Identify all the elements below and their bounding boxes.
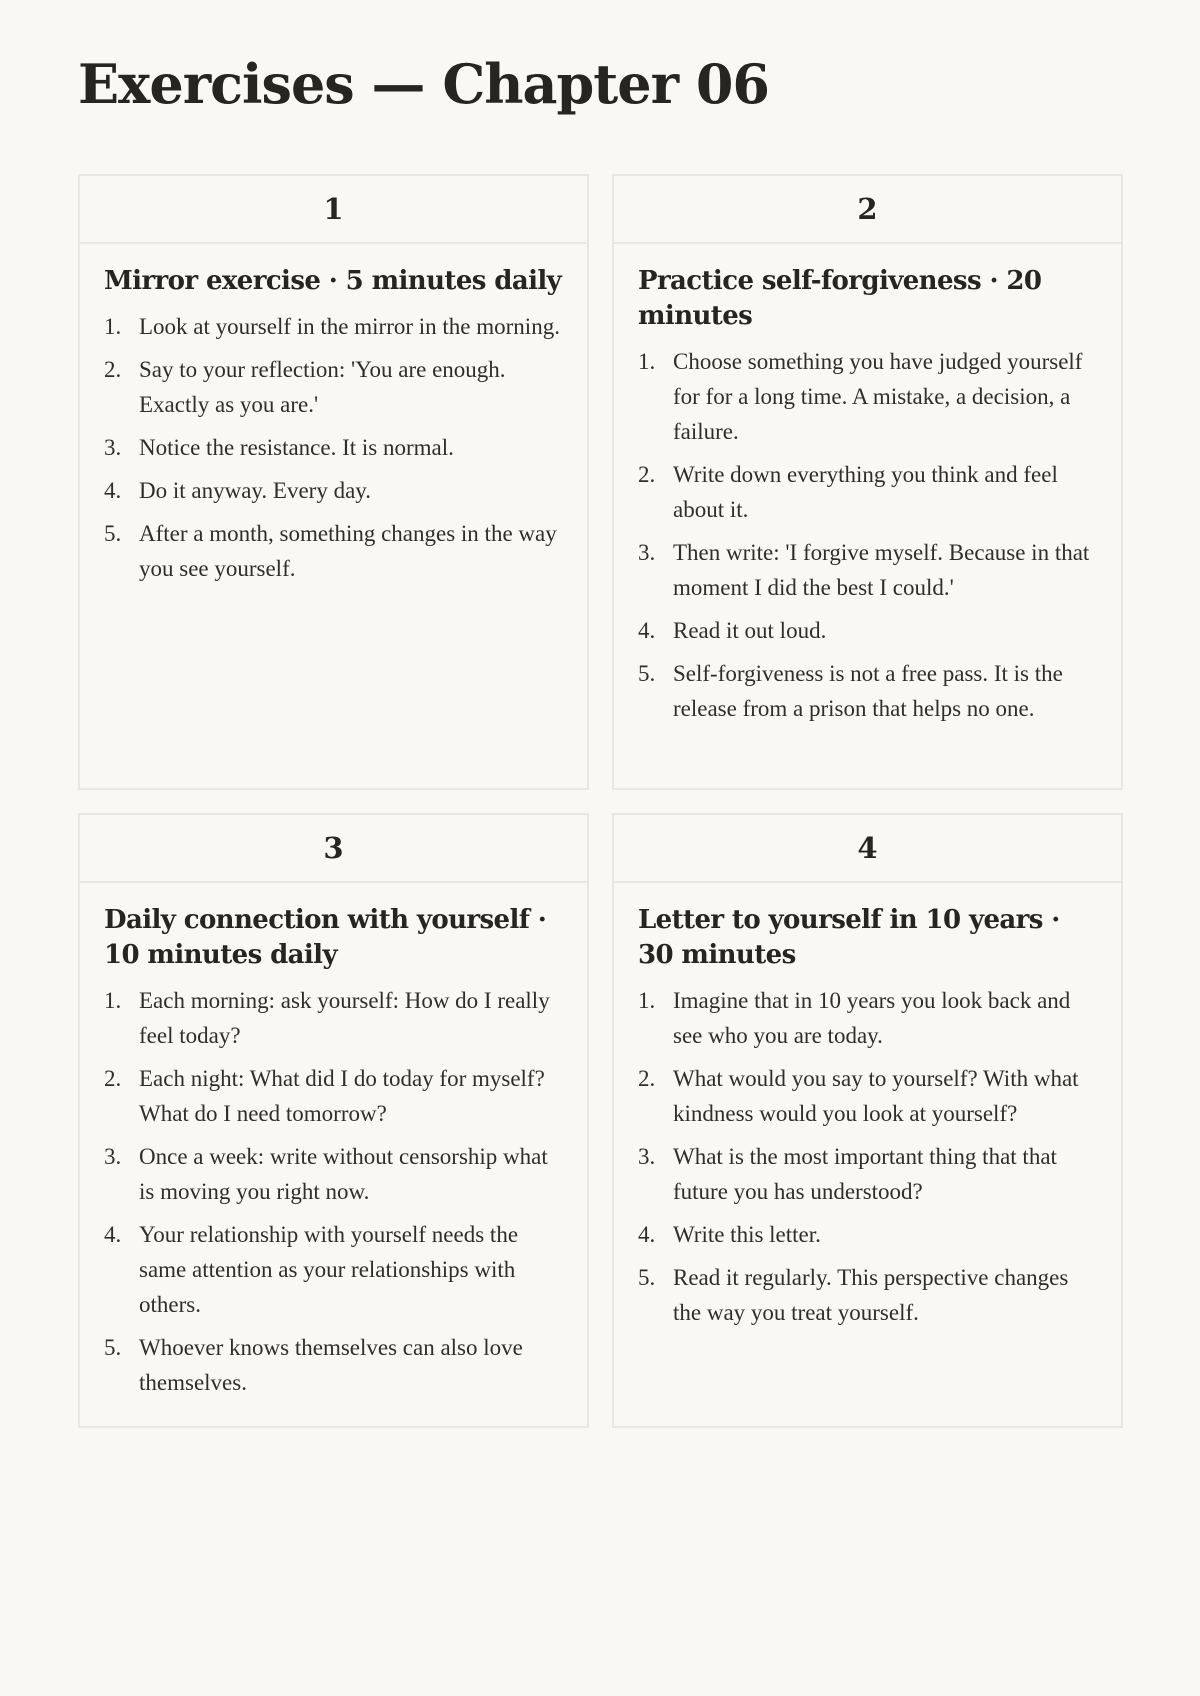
- step-text: Read it out loud.: [673, 618, 827, 643]
- step-number: 3.: [638, 1144, 656, 1169]
- card-number: 1: [80, 176, 587, 244]
- list-item: [104, 1330, 565, 1400]
- step-text: Once a week: write without censorship what is moving you right now.: [139, 1144, 548, 1204]
- step-text: Look at yourself in the mirror in the morning.: [139, 314, 560, 339]
- list-item: [104, 516, 565, 586]
- step-text: Read it regularly. This perspective changes the way you treat yourself.: [673, 1265, 1069, 1325]
- list-item: [638, 344, 1099, 449]
- step-text: Write this letter.: [673, 1222, 821, 1247]
- step-number: 3.: [104, 435, 122, 460]
- list-item: [104, 1139, 565, 1209]
- step-text: Do it anyway. Every day.: [139, 478, 372, 503]
- list-item: [104, 430, 565, 465]
- step-text: Each night: What did I do today for myself? What do I need tomorrow?: [139, 1066, 545, 1126]
- card-title: Letter to yourself in 10 years · 30 minutes: [638, 905, 1060, 970]
- step-list: [104, 983, 565, 1400]
- exercise-card-4: [612, 813, 1123, 1428]
- step-text: Each morning: ask yourself: How do I really feel today?: [139, 988, 550, 1048]
- step-list: [638, 983, 1099, 1330]
- list-item: [104, 983, 565, 1053]
- list-item: [104, 473, 565, 508]
- step-number: 5.: [638, 661, 656, 686]
- card-number: 3: [80, 815, 587, 883]
- list-item: [638, 983, 1099, 1053]
- step-number: 5.: [104, 521, 122, 546]
- exercise-card-2: [612, 174, 1123, 790]
- step-number: 1.: [638, 988, 656, 1013]
- step-text: Imagine that in 10 years you look back and see who you are today.: [673, 988, 1071, 1048]
- step-number: 2.: [638, 1066, 656, 1091]
- step-number: 5.: [638, 1265, 656, 1290]
- step-number: 3.: [638, 540, 656, 565]
- step-number: 4.: [104, 1222, 122, 1247]
- list-item: [104, 1217, 565, 1322]
- step-text: Write down everything you think and feel about it.: [673, 462, 1058, 522]
- exercise-card-1: [78, 174, 589, 790]
- card-title: Mirror exercise · 5 minutes daily: [104, 266, 562, 296]
- step-text: Whoever knows themselves can also love themselves.: [139, 1335, 523, 1395]
- list-item: [638, 535, 1099, 605]
- list-item: [104, 1061, 565, 1131]
- step-list: [638, 344, 1099, 726]
- step-text: Then write: 'I forgive myself. Because in that moment I did the best I could.': [673, 540, 1090, 600]
- step-number: 2.: [104, 1066, 122, 1091]
- step-number: 2.: [104, 357, 122, 382]
- step-text: Choose something you have judged yourself for for a long time. A mistake, a decision, a failure.: [673, 349, 1083, 444]
- step-number: 5.: [104, 1335, 122, 1360]
- step-text: Notice the resistance. It is normal.: [139, 435, 454, 460]
- step-text: What is the most important thing that that future you has understood?: [673, 1144, 1057, 1204]
- page-title: Exercises — Chapter 06: [78, 52, 769, 116]
- step-text: Say to your reflection: 'You are enough. Exactly as you are.': [139, 357, 506, 417]
- step-number: 1.: [104, 314, 122, 339]
- list-item: [638, 1139, 1099, 1209]
- step-text: Self-forgiveness is not a free pass. It is the release from a prison that helps no one.: [673, 661, 1063, 721]
- list-item: [638, 656, 1099, 726]
- list-item: [638, 1061, 1099, 1131]
- step-number: 4.: [638, 618, 656, 643]
- step-number: 1.: [104, 988, 122, 1013]
- list-item: [638, 613, 1099, 648]
- list-item: [638, 1260, 1099, 1330]
- step-number: 2.: [638, 462, 656, 487]
- list-item: [104, 352, 565, 422]
- step-number: 3.: [104, 1144, 122, 1169]
- step-list: [104, 309, 565, 586]
- exercise-card-3: [78, 813, 589, 1428]
- step-text: Your relationship with yourself needs the same attention as your relationships with others.: [139, 1222, 519, 1317]
- list-item: [104, 309, 565, 344]
- list-item: [638, 457, 1099, 527]
- step-text: After a month, something changes in the way you see yourself.: [139, 521, 557, 581]
- card-title: Practice self-forgiveness · 20 minutes: [638, 266, 1042, 331]
- card-title: Daily connection with yourself · 10 minutes daily: [104, 905, 547, 970]
- step-number: 4.: [638, 1222, 656, 1247]
- step-number: 4.: [104, 478, 122, 503]
- list-item: [638, 1217, 1099, 1252]
- step-number: 1.: [638, 349, 656, 374]
- card-number: 4: [614, 815, 1121, 883]
- card-number: 2: [614, 176, 1121, 244]
- step-text: What would you say to yourself? With what kindness would you look at yourself?: [673, 1066, 1079, 1126]
